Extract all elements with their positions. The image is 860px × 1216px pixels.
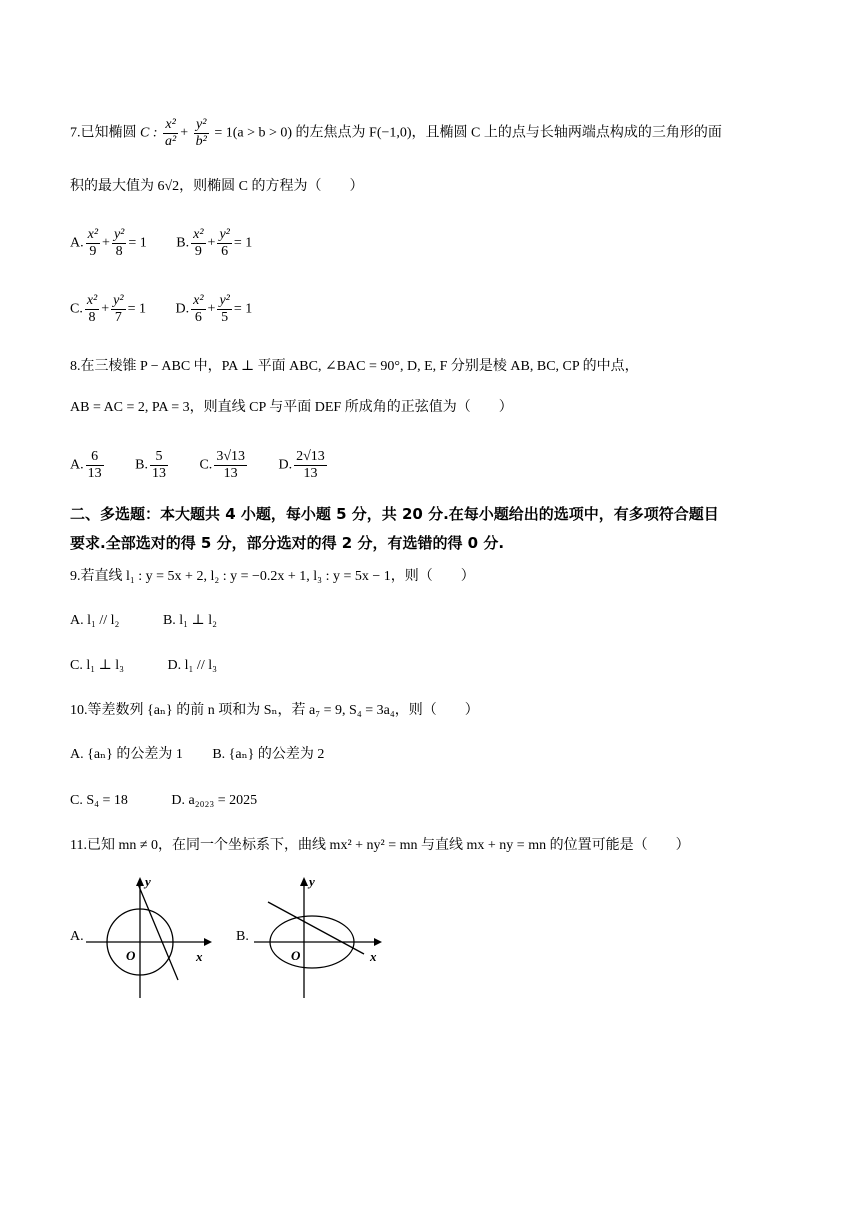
q10-options-ab <box>70 745 350 765</box>
section2-line2: 要求.全部选对的得 5 分，部分选对的得 2 分，有选错的得 0 分. <box>70 534 505 552</box>
svg-text:O: O <box>291 948 301 963</box>
q7-options-ab <box>70 227 278 260</box>
q10-stem: 10.等差数列 {aₙ} 的前 n 项和为 Sₙ，若 a₇ = 9, S₄ = 3a₄，则（ ） <box>70 703 479 718</box>
q7-line2: 积的最大值为 6√2，则椭圆 C 的方程为（ ） <box>70 179 364 194</box>
q8-options <box>70 449 355 482</box>
q7-option-c: C. $\frac{\text{x²}}{8}$ + $\frac{\text{y²}}{7}$ = 1 <box>70 293 146 325</box>
q7-frac-y: $\frac{\text{y²}}{\text{b²}}$ <box>195 117 207 149</box>
svg-text:x: x <box>196 949 203 964</box>
q7-option-a: A. $\frac{\text{x²}}{9}$ + $\frac{\text{y²}}{8}$ = 1 <box>70 227 147 259</box>
q9-option-a: A. l₁ // l₂ <box>70 613 120 628</box>
q11-stem: 11.已知 mn ≠ 0，在同一个坐标系下，曲线 mx² + ny² = mn 与直线 mx + ny = mn 的位置可能是（ ） <box>70 838 690 853</box>
q10-option-b: B. {aₙ} 的公差为 2 <box>212 747 325 762</box>
q7-frac-x: $\frac{\text{x²}}{\text{a²}}$ <box>165 117 177 149</box>
q10-option-d: D. a₂₀₂₃ = 2025 <box>171 793 258 808</box>
q7-option-d: D. $\frac{\text{x²}}{6}$ + $\frac{\text{y²}}{5}$ = 1 <box>175 293 253 325</box>
q9-options-cd <box>70 656 243 676</box>
svg-text:y: y <box>145 874 151 889</box>
q10-options-cd <box>70 791 283 811</box>
q9-options-ab <box>70 611 243 631</box>
q7-line1: 7.已知椭圆 C : $\frac{\text{x²}}{\text{a²}}$ + $\frac{\text{y²}}{\text{b²}}$ = 1(a > b > 0) 的左焦点为 F(−1,0)，且椭圆 C 上的点与长轴两端点构成的三角形的面 <box>70 117 722 149</box>
q8-option-c: C. $\frac{3√13}{13}$ <box>199 449 245 481</box>
q9-stem: 9.若直线 l₁ : y = 5x + 2, l₂ : y = −0.2x + 1, l₃ : y = 5x − 1，则（ ） <box>70 569 475 584</box>
q7-option-b: B. $\frac{\text{x²}}{9}$ + $\frac{\text{y²}}{6}$ = 1 <box>176 227 253 259</box>
q8-option-b: B. $\frac{5}{13}$ <box>135 449 166 481</box>
section2-line1: 二、多选题：本大题共 4 小题，每小题 5 分，共 20 分.在每小题给出的选项中，有多项符合题目 <box>70 505 719 523</box>
q7-ellipse-rhs: = 1(a > b > 0) <box>214 125 293 141</box>
q10-option-c: C. S₄ = 18 <box>70 793 128 808</box>
q7-prefix: 7.已知椭圆 <box>70 125 137 141</box>
q9-option-c: C. l₁ ⊥ l₃ <box>70 658 125 673</box>
q10-option-a: A. {aₙ} 的公差为 1 <box>70 747 183 762</box>
q11-figure-b <box>254 872 390 1000</box>
x-arrow-icon <box>204 938 212 946</box>
q8-line2: AB = AC = 2, PA = 3，则直线 CP 与平面 DEF 所成角的正弦值为（ ） <box>70 400 513 415</box>
x-arrow-icon <box>374 938 382 946</box>
q11-figure-a <box>86 872 216 1000</box>
q11-fig-a-label: A. <box>70 929 84 944</box>
q8-line1: 8.在三棱锥 P − ABC 中，PA ⊥ 平面 ABC, ∠BAC = 90°, D, E, F 分别是棱 AB, BC, CP 的中点， <box>70 359 639 374</box>
line-graph <box>268 902 364 954</box>
q7-ellipse-c: C : <box>140 125 158 141</box>
q9-option-d: D. l₁ // l₃ <box>167 658 217 673</box>
svg-text:x: x <box>370 949 377 964</box>
q8-option-d: D. $\frac{2√13}{13}$ <box>278 449 325 481</box>
q7-suffix: 的左焦点为 F(−1,0)，且椭圆 C 上的点与长轴两端点构成的三角形的面 <box>295 125 722 141</box>
svg-text:y: y <box>309 874 315 889</box>
q8-option-a: A. $\frac{6}{13}$ <box>70 449 102 481</box>
q7-options-cd <box>70 293 278 326</box>
q9-option-b: B. l₁ ⊥ l₂ <box>162 613 217 628</box>
svg-text:O: O <box>126 948 136 963</box>
y-arrow-icon <box>136 877 144 886</box>
y-arrow-icon <box>300 877 308 886</box>
q11-fig-b-label: B. <box>236 929 249 944</box>
